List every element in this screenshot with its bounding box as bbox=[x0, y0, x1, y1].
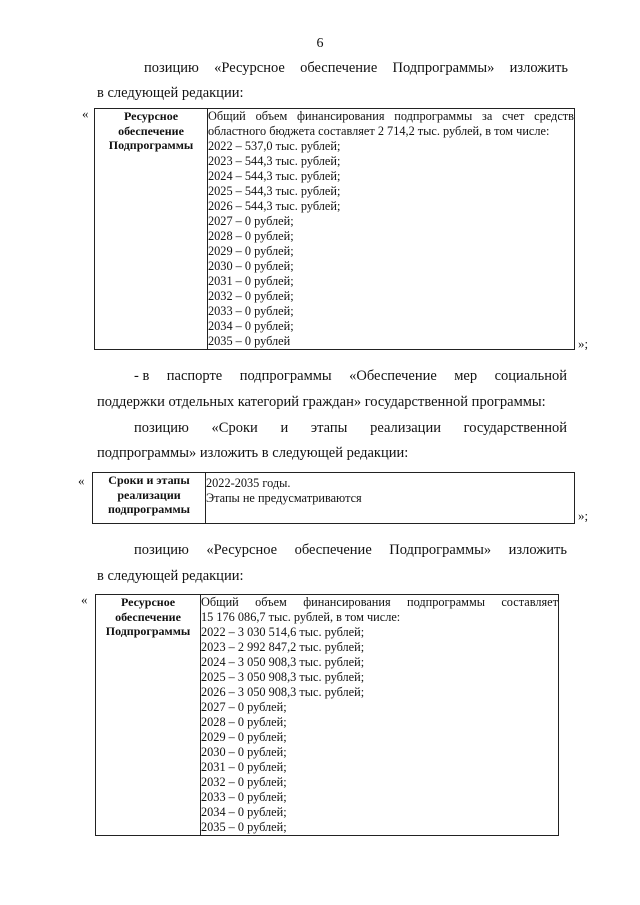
table-2-close-quote: »; bbox=[578, 508, 589, 523]
table-3-open-quote: « bbox=[81, 592, 88, 607]
table-2-value-cell bbox=[206, 473, 575, 524]
word: составляет bbox=[501, 595, 558, 609]
paragraph-2-line-2: поддержки отдельных категорий граждан» государственной программы: bbox=[97, 394, 546, 410]
value-intro-line-2: 15 176 086,7 тыс. рублей, в том числе: bbox=[201, 610, 401, 624]
paragraph-1-line-2: в следующей редакции: bbox=[97, 85, 244, 101]
word: позицию bbox=[134, 420, 189, 436]
value-line: Этапы не предусматриваются bbox=[206, 491, 362, 505]
word: объем bbox=[255, 595, 287, 609]
paragraph-2-line-1 bbox=[134, 366, 567, 386]
word: паспорте bbox=[166, 368, 223, 384]
word: за bbox=[482, 109, 493, 123]
word: этапы bbox=[310, 420, 348, 436]
paragraph-4-line-1 bbox=[134, 540, 567, 560]
table-3 bbox=[95, 594, 559, 836]
word: позицию bbox=[134, 542, 189, 558]
year-line: 2034 – 0 рублей; bbox=[201, 805, 287, 819]
value-intro-line-1 bbox=[208, 109, 574, 124]
table-1-value-cell bbox=[208, 109, 575, 350]
word: подпрограммы bbox=[407, 595, 485, 609]
year-line: 2027 – 0 рублей; bbox=[201, 700, 287, 714]
year-line: 2023 – 544,3 тыс. рублей; bbox=[208, 154, 341, 168]
word: счет bbox=[502, 109, 525, 123]
value-line: 2022-2035 годы. bbox=[206, 476, 291, 490]
word: Общий bbox=[208, 109, 246, 123]
label-line: Подпрограммы bbox=[108, 138, 194, 152]
paragraph-1-line-1 bbox=[144, 58, 568, 78]
year-line: 2026 – 3 050 908,3 тыс. рублей; bbox=[201, 685, 365, 699]
word: и bbox=[280, 420, 289, 436]
year-line: 2023 – 2 992 847,2 тыс. рублей; bbox=[201, 640, 365, 654]
label-line: подпрограммы bbox=[107, 502, 191, 516]
label-line: Ресурсное bbox=[123, 109, 179, 123]
year-line: 2022 – 537,0 тыс. рублей; bbox=[208, 139, 341, 153]
year-line: 2025 – 3 050 908,3 тыс. рублей; bbox=[201, 670, 365, 684]
word: «Сроки bbox=[211, 420, 258, 436]
table-3-value-cell bbox=[201, 595, 559, 836]
year-line: 2028 – 0 рублей; bbox=[208, 229, 294, 243]
word: Общий bbox=[201, 595, 239, 609]
paragraph-3-line-2: подпрограммы» изложить в следующей редакции: bbox=[97, 445, 409, 461]
year-line: 2032 – 0 рублей; bbox=[201, 775, 287, 789]
word: обеспечение bbox=[300, 60, 378, 76]
year-line: 2025 – 544,3 тыс. рублей; bbox=[208, 184, 341, 198]
word: средств bbox=[534, 109, 574, 123]
year-line: 2029 – 0 рублей; bbox=[201, 730, 287, 744]
word: Подпрограммы» bbox=[389, 542, 492, 558]
year-line: 2024 – 544,3 тыс. рублей; bbox=[208, 169, 341, 183]
word: изложить bbox=[509, 60, 568, 76]
year-line: 2032 – 0 рублей; bbox=[208, 289, 294, 303]
word: позицию bbox=[144, 60, 199, 76]
year-line: 2024 – 3 050 908,3 тыс. рублей; bbox=[201, 655, 365, 669]
table-1-open-quote: « bbox=[82, 106, 89, 121]
word: «Обеспечение bbox=[349, 368, 437, 384]
word: подпрограммы bbox=[239, 368, 332, 384]
year-line: 2033 – 0 рублей; bbox=[208, 304, 294, 318]
year-line: 2026 – 544,3 тыс. рублей; bbox=[208, 199, 341, 213]
word: социальной bbox=[494, 368, 567, 384]
page-number: 6 bbox=[316, 36, 324, 51]
table-1-label-cell bbox=[95, 109, 208, 350]
table-2-open-quote: « bbox=[78, 473, 85, 488]
year-line: 2030 – 0 рублей; bbox=[208, 259, 294, 273]
year-line: 2027 – 0 рублей; bbox=[208, 214, 294, 228]
paragraph-3-line-1 bbox=[134, 418, 567, 438]
year-line: 2031 – 0 рублей; bbox=[201, 760, 287, 774]
value-intro-line-2: областного бюджета составляет 2 714,2 тыс. рублей, в том числе: bbox=[208, 124, 550, 138]
year-line: 2028 – 0 рублей; bbox=[201, 715, 287, 729]
word: финансирования bbox=[303, 595, 391, 609]
word: реализации bbox=[370, 420, 441, 436]
table-1-close-quote: »; bbox=[578, 336, 589, 351]
word: - в bbox=[134, 368, 150, 384]
word: «Ресурсное bbox=[214, 60, 285, 76]
label-line: Подпрограммы bbox=[105, 624, 191, 638]
year-line: 2035 – 0 рублей; bbox=[201, 820, 287, 834]
year-line: 2029 – 0 рублей; bbox=[208, 244, 294, 258]
year-line: 2030 – 0 рублей; bbox=[201, 745, 287, 759]
year-line: 2035 – 0 рублей bbox=[208, 334, 291, 348]
label-line: обеспечение bbox=[118, 123, 184, 138]
word: «Ресурсное bbox=[206, 542, 278, 558]
word: финансирования bbox=[297, 109, 385, 123]
year-line: 2033 – 0 рублей; bbox=[201, 790, 287, 804]
table-1 bbox=[94, 108, 575, 350]
year-line: 2031 – 0 рублей; bbox=[208, 274, 294, 288]
label-line: обеспечение bbox=[115, 609, 181, 624]
word: изложить bbox=[508, 542, 567, 558]
label-line: реализации bbox=[117, 487, 181, 502]
year-line: 2034 – 0 рублей; bbox=[208, 319, 294, 333]
value-intro-line-1 bbox=[201, 595, 558, 610]
paragraph-4-line-2: в следующей редакции: bbox=[97, 568, 244, 584]
word: объем bbox=[255, 109, 288, 123]
year-line: 2022 – 3 030 514,6 тыс. рублей; bbox=[201, 625, 365, 639]
table-2 bbox=[92, 472, 575, 524]
word: обеспечение bbox=[294, 542, 372, 558]
table-3-label-cell bbox=[96, 595, 201, 836]
word: подпрограммы bbox=[394, 109, 473, 123]
word: Подпрограммы» bbox=[392, 60, 495, 76]
word: мер bbox=[454, 368, 478, 384]
word: государственной bbox=[463, 420, 567, 436]
label-line: Ресурсное bbox=[120, 595, 176, 609]
table-2-label-cell bbox=[93, 473, 206, 524]
label-line: Сроки и этапы bbox=[108, 473, 190, 487]
